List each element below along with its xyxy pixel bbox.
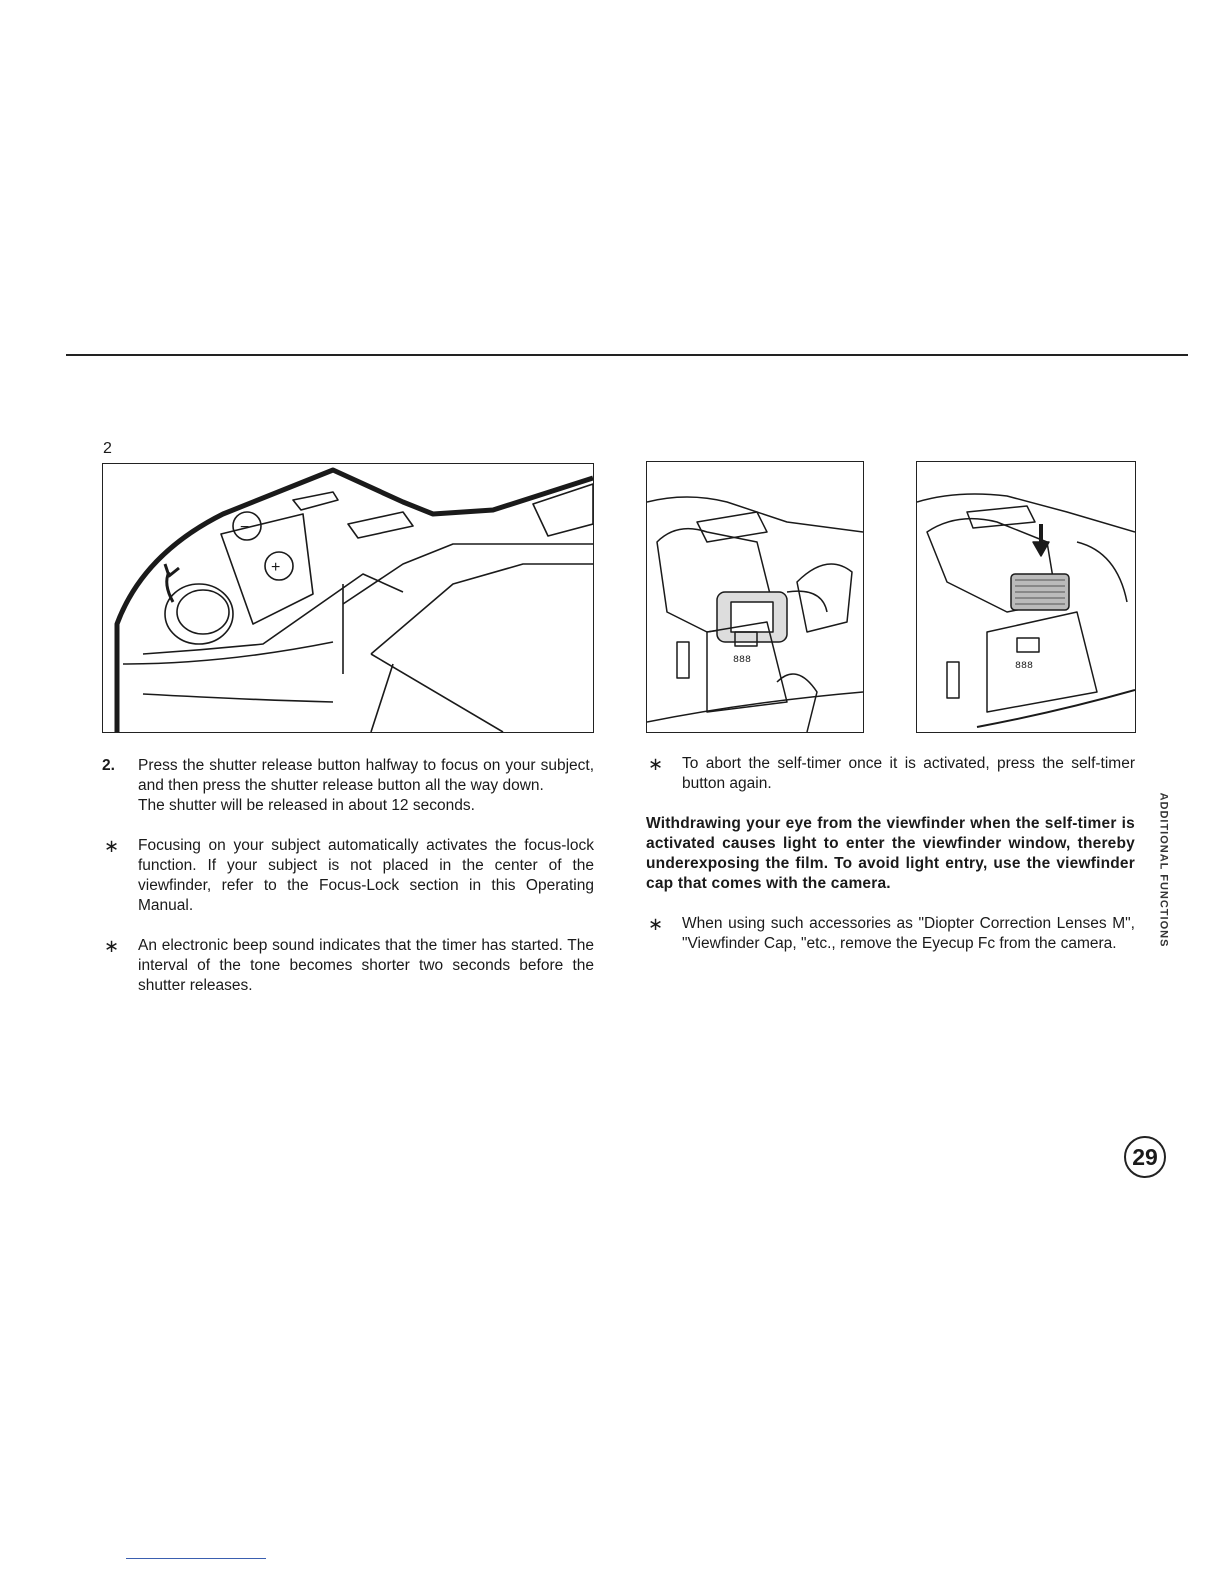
step-instruction: Press the shutter release button halfway to focus on your subject, and then press the shutter release button all the way down. [138, 757, 594, 794]
warning-paragraph: Withdrawing your eye from the viewfinder when the self-timer is activated causes light to enter the viewfinder window, thereby underexposing the film. To avoid light entry, use the viewfinder cap that comes with the camera. [646, 815, 1135, 892]
svg-text:888: 888 [1015, 661, 1034, 672]
step-number: 2. [102, 757, 115, 774]
svg-text:+: + [271, 559, 281, 576]
asterisk-icon: ∗ [648, 754, 664, 774]
asterisk-icon: ∗ [104, 936, 120, 956]
asterisk-icon: ∗ [648, 914, 664, 934]
note-abort-self-timer [646, 754, 1135, 794]
figure-label: 2 [103, 440, 112, 457]
step-result: The shutter will be released in about 12 seconds. [138, 797, 475, 814]
note-text: Focusing on your subject automatically activates the focus-lock function. If your subject is not placed in the center of the viewfinder, refer to the Focus-Lock section in this Operating Manual. [138, 837, 594, 914]
side-tab [1150, 792, 1176, 948]
note-beep-sound [102, 936, 594, 996]
note-text: To abort the self-timer once it is activated, press the self-timer button again. [682, 755, 1135, 792]
page-number: 29 [1124, 1136, 1166, 1178]
note-accessories [646, 914, 1135, 954]
note-focus-lock [102, 836, 594, 916]
left-column [102, 756, 594, 996]
header-rule [66, 354, 1188, 356]
figure-eyecup-removal-illustration [646, 461, 864, 733]
step-2 [102, 756, 594, 816]
note-text: An electronic beep sound indicates that the timer has started. The interval of the tone becomes shorter two seconds before the shutter releases. [138, 937, 594, 994]
figure-viewfinder-cap-illustration [916, 461, 1136, 733]
figure-shutter-release-illustration [102, 463, 594, 733]
right-column [646, 754, 1135, 954]
note-text: When using such accessories as "Diopter Correction Lenses M", "Viewfinder Cap, "etc., remove the Eyecup Fc from the camera. [682, 915, 1135, 952]
svg-text:888: 888 [733, 655, 752, 666]
svg-text:−: − [240, 519, 250, 536]
side-tab-label: ADDITIONAL FUNCTIONS [1157, 792, 1170, 948]
footer-rule [126, 1558, 266, 1559]
asterisk-icon: ∗ [104, 836, 120, 856]
